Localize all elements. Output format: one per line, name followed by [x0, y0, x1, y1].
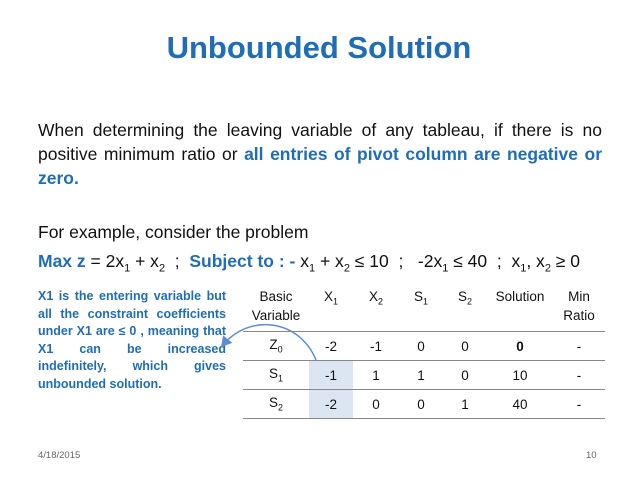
- separator: ;: [165, 251, 190, 271]
- table-header-row: [243, 284, 605, 332]
- objective-eq: = $2x_1 + x_2$: [85, 251, 166, 275]
- table-row: $S_1$ -1 1 1 0 10 -: [243, 361, 605, 390]
- example-text: For example, consider the problem: [38, 222, 309, 242]
- subject-to-label: Subject to :: [189, 251, 285, 271]
- constraints: $x_1 + x_2 \le 10$ ; $-2x_1 \le 40$ ; $x_1$, $x_2 \ge 0$: [295, 251, 580, 275]
- simplex-tableau: [243, 284, 605, 419]
- header-x1: $X_1$: [323, 289, 339, 307]
- table-row: $S_2$ -2 0 0 1 40 -: [243, 390, 605, 419]
- objective-z: z: [76, 251, 86, 271]
- header-basic-variable: Basic Variable: [251, 289, 301, 323]
- footer-date: 4/18/2015: [38, 450, 81, 461]
- table-row: $Z_0$ -2 -1 0 0 0 -: [243, 332, 605, 361]
- header-x2: $X_2$: [368, 289, 384, 307]
- intro-text: When determining the leaving variable of any tableau, if there is no positive minimum ratio or: [38, 120, 602, 164]
- header-s1: $S_1$: [413, 289, 429, 307]
- explanation-note: X1 is the entering variable but all the constraint coefficients under X1 are ≤ 0 , meaning that X1 can be increased indefinitely, which gives unbounded solution.: [38, 289, 226, 391]
- header-s2: $S_2$: [457, 289, 473, 307]
- page-number: 10: [586, 450, 597, 461]
- max-label: Max: [38, 251, 73, 271]
- pivot-cell: -1: [309, 361, 353, 390]
- header-min-ratio: Min Ratio: [563, 289, 595, 323]
- minus-sign: -: [284, 251, 296, 271]
- slide-title: Unbounded Solution: [166, 30, 472, 65]
- intro-highlight: all entries of pivot column are negative or zero.: [38, 144, 602, 188]
- pivot-cell: -2: [309, 390, 353, 419]
- header-solution: Solution: [495, 289, 545, 304]
